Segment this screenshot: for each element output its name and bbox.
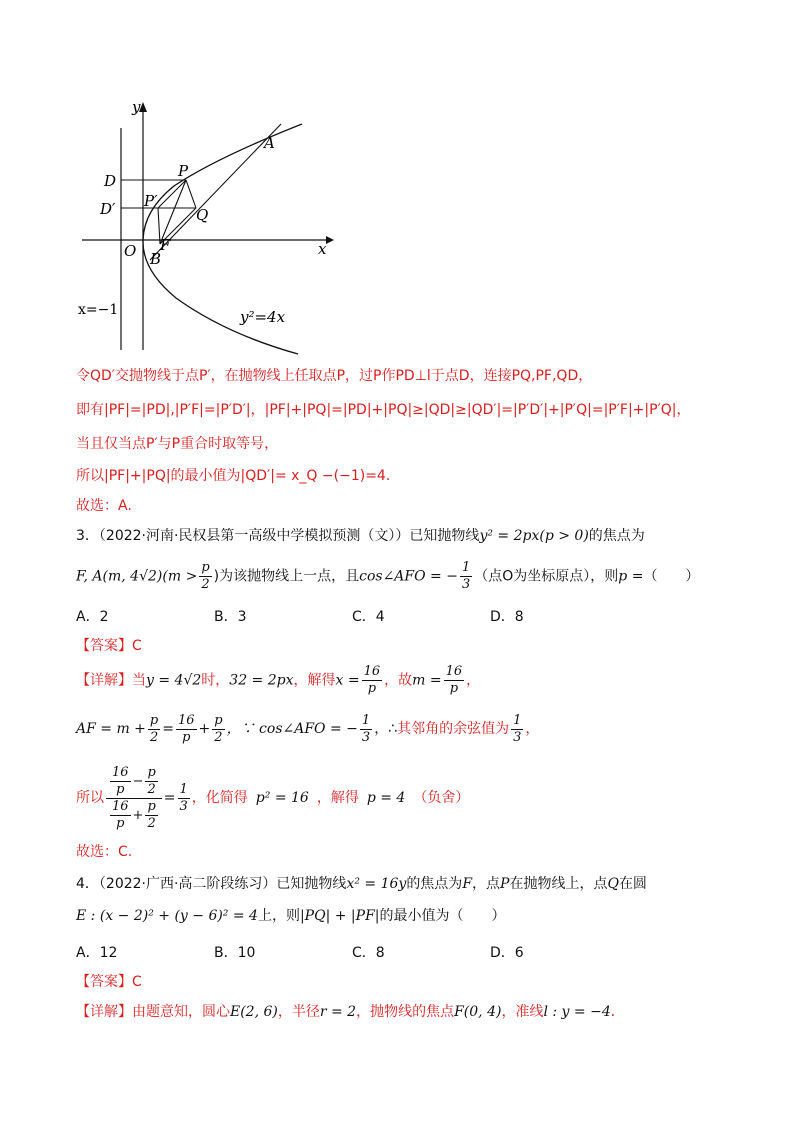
stem-math: x² = 16y xyxy=(346,876,407,892)
detail-math: l : y = −4 xyxy=(543,1004,611,1020)
frac-num: p xyxy=(149,712,159,728)
detail-math: m = xyxy=(412,672,442,689)
parabola-diagram xyxy=(76,98,336,358)
frac-den: 3 xyxy=(179,798,188,814)
segment-PprimeP xyxy=(158,180,186,208)
solution-line-1: 令QD′交抛物线于点P′，在抛物线上任取点P，过P作PD⊥l于点D，连接PQ,PF,QD， xyxy=(76,368,593,384)
q3-detail-line-3 xyxy=(76,762,469,834)
q3-detail-line-1 xyxy=(76,664,480,697)
q3-suffix: 的焦点为 xyxy=(588,528,645,544)
frac-num: 16 xyxy=(177,712,195,728)
q3-detail-line-2 xyxy=(76,712,539,746)
frac xyxy=(178,782,190,815)
q3-p-over-2 xyxy=(199,560,211,593)
stem-math: |PQ| + |PF| xyxy=(299,908,380,924)
q3-text-d: （点O为坐标原点），则 xyxy=(474,568,619,585)
q4-option-d[interactable]: D．6 xyxy=(490,945,524,961)
detail-text: ，解得 xyxy=(316,790,359,806)
solution-line-4: 所以|PF|+|PQ|的最小值为|QD′|= x_Q −(−1)=4． xyxy=(76,468,400,484)
frac-16-over-p xyxy=(362,664,383,697)
detail-math: x = xyxy=(335,672,360,689)
q4-option-a[interactable]: A．12 xyxy=(76,945,118,961)
stem-math: E : (x − 2)² + (y − 6)² = 4 xyxy=(76,908,258,924)
detail-tag: 【详解】 xyxy=(76,1004,132,1020)
detail-text: 当 xyxy=(132,672,146,689)
label-A: A xyxy=(264,134,275,152)
detail-math: r = 2 xyxy=(319,1004,357,1020)
frac xyxy=(360,713,372,746)
frac-den: p xyxy=(449,681,459,696)
frac-den: 2 xyxy=(147,781,156,797)
q3-cos: cos∠AFO = − xyxy=(359,568,458,585)
solution-line-2: 即有|PF|=|PD|,|P′F|=|P′D′|，|PF|+|PQ|=|PD|+|PQ|≥|QD|≥|QD′|=|P′D′|+|P′Q|=|P′F|+|P′Q|， xyxy=(76,402,691,418)
parabola-figure xyxy=(76,98,336,362)
stem-math: Q xyxy=(607,876,619,892)
q3-option-d[interactable]: D．8 xyxy=(490,609,524,625)
frac-den: 3 xyxy=(461,577,471,592)
q4-stem-line-1 xyxy=(76,874,647,894)
detail-math: p = 4 xyxy=(366,790,406,806)
x-axis-arrow xyxy=(326,236,334,244)
frac-den: 2 xyxy=(201,577,210,592)
frac-num: p xyxy=(201,560,210,575)
label-P-prime: P′ xyxy=(144,192,158,210)
label-directrix: x=−1 xyxy=(78,302,119,318)
frac-num: p xyxy=(147,798,156,814)
q3-paren: （ ） xyxy=(643,568,700,585)
stem-text: 的焦点为 xyxy=(406,876,463,892)
frac xyxy=(511,713,523,746)
frac-num: 16 xyxy=(363,664,381,679)
q4-detail xyxy=(76,1002,625,1022)
frac-num: 16 xyxy=(445,664,463,679)
q4-stem-line-2 xyxy=(76,906,506,926)
detail-text: 其邻角的余弦值为 xyxy=(397,721,510,737)
frac-den: p xyxy=(116,781,125,797)
detail-text: ，解得 xyxy=(293,672,336,689)
detail-math: = xyxy=(162,721,174,737)
detail-text: ， xyxy=(525,721,540,737)
q3-prefix: 3．（2022·河南·民权县第一高级中学模拟预测（文））已知抛物线 xyxy=(76,528,480,544)
label-B: B xyxy=(150,250,162,268)
detail-math: = xyxy=(163,790,176,806)
q3-point: F, A(m, 4√2) xyxy=(76,568,163,585)
frac-den: 3 xyxy=(361,729,371,745)
q4-answer: 【答案】C xyxy=(76,974,142,990)
frac-den: 3 xyxy=(513,729,522,745)
stem-math: P xyxy=(500,876,510,892)
compound-top: $\frac{16}{p}$ − $\frac{p}{2}$ xyxy=(106,765,162,799)
stem-text: ，点 xyxy=(472,876,501,892)
q4-option-b[interactable]: B．10 xyxy=(214,945,256,961)
label-P: P xyxy=(178,162,189,180)
detail-text: ，化简得 xyxy=(191,790,248,806)
detail-math: 32 = 2px xyxy=(229,672,294,689)
compound-bottom: $\frac{16}{p}$ + $\frac{p}{2}$ xyxy=(112,798,156,831)
detail-math: F(0, 4) xyxy=(454,1004,502,1020)
frac xyxy=(212,713,224,746)
label-F: F xyxy=(160,236,171,254)
detail-text: 由题意知，圆心 xyxy=(132,1004,230,1020)
q3-option-b[interactable]: B．3 xyxy=(214,609,247,625)
label-D-prime: D′ xyxy=(100,200,116,218)
frac-den: 2 xyxy=(149,729,159,745)
q3-one-third xyxy=(460,560,472,593)
stem-text: 的最小值为（ ） xyxy=(379,908,506,924)
detail-math: E(2, 6) xyxy=(230,1004,278,1020)
frac xyxy=(176,713,197,746)
compound-fraction xyxy=(106,765,162,832)
frac-num: 1 xyxy=(179,781,188,797)
stem-text: 在圆 xyxy=(618,876,647,892)
label-parabola-eq: y²=4x xyxy=(240,308,286,326)
stem-text: 上，则 xyxy=(257,908,300,924)
label-x: x xyxy=(318,240,327,258)
q3-p-eq: p = xyxy=(618,568,644,585)
detail-text: （负舍） xyxy=(413,790,470,806)
detail-text: ，准线 xyxy=(501,1004,544,1020)
q3-stem-line-2 xyxy=(76,560,699,593)
q3-answer: 【答案】C xyxy=(76,638,142,654)
frac-num: 16 xyxy=(112,798,129,814)
frac-num: 16 xyxy=(112,764,129,780)
frac-num: 1 xyxy=(513,712,522,728)
detail-text: 时， xyxy=(201,672,230,689)
detail-text: ，抛物线的焦点 xyxy=(356,1004,455,1020)
frac-num: 1 xyxy=(461,560,471,575)
label-D: D xyxy=(104,172,117,190)
frac-num: 1 xyxy=(361,712,371,728)
detail-math: ，∵ cos∠AFO = − xyxy=(226,721,358,737)
q3-option-c[interactable]: C．4 xyxy=(352,609,385,625)
q4-option-c[interactable]: C．8 xyxy=(352,945,385,961)
q3-option-a[interactable]: A．2 xyxy=(76,609,109,625)
frac-den: p xyxy=(116,815,125,831)
q3-parabola: y² = 2px(p > 0) xyxy=(479,528,589,544)
detail-text: ， xyxy=(466,672,481,689)
stem-text: 在抛物线上，点 xyxy=(509,876,608,892)
frac xyxy=(145,765,157,798)
label-Q: Q xyxy=(196,206,209,224)
label-O: O xyxy=(124,242,137,260)
frac xyxy=(145,799,157,832)
frac xyxy=(148,713,160,746)
frac-den: p xyxy=(182,729,191,745)
frac-den: 2 xyxy=(147,815,156,831)
frac xyxy=(110,765,131,798)
segment-PF xyxy=(160,180,186,244)
q3-stem-line-1 xyxy=(76,526,645,546)
detail-math: p² = 16 xyxy=(255,790,309,806)
q3-condition: (m > xyxy=(162,568,198,585)
q3-text-c: )为该抛物线上一点，且 xyxy=(213,568,360,585)
detail-text: ，故 xyxy=(384,672,413,689)
detail-math: y = 4√2 xyxy=(146,672,202,689)
frac-den: 2 xyxy=(214,729,223,745)
solution-answer: 故选：A. xyxy=(76,498,132,514)
q3-choose: 故选：C. xyxy=(76,844,133,860)
detail-text: 所以 xyxy=(76,790,104,806)
label-y: y xyxy=(132,98,141,116)
frac-16-over-p xyxy=(444,664,465,697)
detail-math: + xyxy=(198,721,211,737)
frac-den: p xyxy=(367,681,377,696)
segment-PQ xyxy=(186,180,196,208)
detail-text: ，半径 xyxy=(277,1004,320,1020)
detail-text: ． xyxy=(610,1004,625,1020)
frac-num: p xyxy=(214,712,223,728)
detail-tag: 【详解】 xyxy=(76,672,132,689)
stem-text: 4．（2022·广西·高二阶段练习）已知抛物线 xyxy=(76,876,347,892)
solution-line-3: 当且仅当点P′与P重合时取等号， xyxy=(76,436,279,452)
detail-math: AF = m + xyxy=(76,721,146,737)
stem-math: F xyxy=(462,876,473,892)
detail-text: ，∴ xyxy=(374,721,398,737)
frac-num: p xyxy=(147,764,156,780)
frac xyxy=(110,799,131,832)
